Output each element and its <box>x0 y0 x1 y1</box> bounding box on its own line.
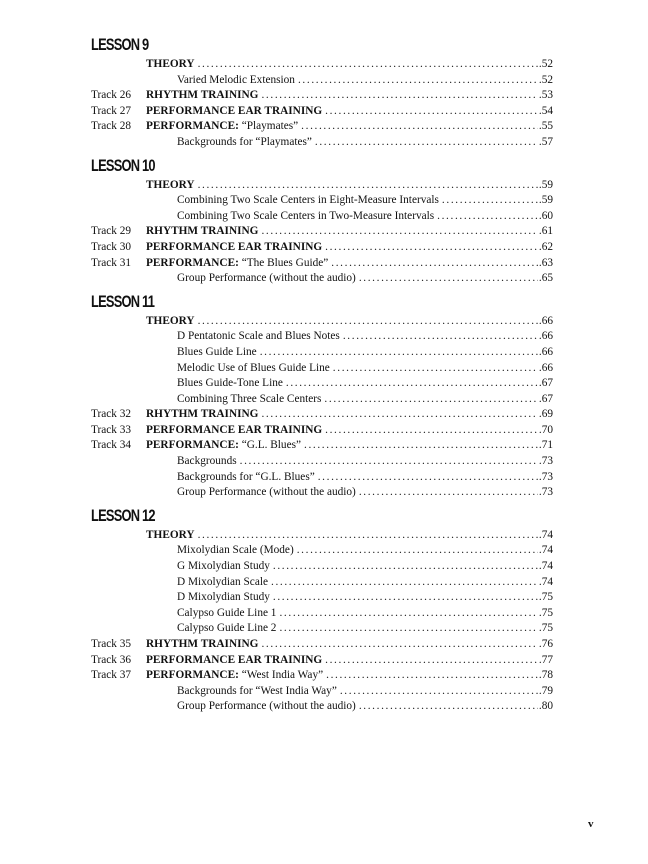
dot-leader <box>198 57 538 73</box>
lesson-heading: LESSON 10 <box>91 156 155 175</box>
toc-entry[interactable] <box>91 345 553 361</box>
toc-entry[interactable] <box>91 193 553 209</box>
entry-title-main: Mixolydian Scale (Mode) <box>177 544 294 557</box>
dot-leader <box>325 423 538 439</box>
entry-title <box>146 438 301 454</box>
entry-title <box>177 590 270 606</box>
dot-leader <box>318 470 538 486</box>
entry-title <box>177 135 312 151</box>
toc-entry[interactable] <box>91 606 553 622</box>
entry-title <box>146 256 328 272</box>
entry-title <box>177 543 294 559</box>
entry-title-main: THEORY <box>146 58 195 70</box>
toc-entry[interactable] <box>91 684 553 700</box>
entry-title <box>146 178 195 194</box>
entry-title-main: D Mixolydian Scale <box>177 575 268 588</box>
dot-leader <box>325 240 538 256</box>
toc-entry[interactable] <box>91 528 553 544</box>
toc-entry[interactable] <box>91 454 553 470</box>
page-ref: .55 <box>538 120 553 133</box>
entry-title-main: THEORY <box>146 178 195 191</box>
page-ref: .77 <box>538 653 553 666</box>
page-ref: .74 <box>538 528 553 541</box>
page-ref: .74 <box>538 560 553 573</box>
toc-entry[interactable] <box>91 178 553 194</box>
track-label: Track 28 <box>91 120 132 133</box>
entry-title-main: PERFORMANCE: <box>146 439 239 452</box>
entry-title-main: Backgrounds for “G.L. Blues” <box>177 470 315 483</box>
dot-leader <box>325 653 538 669</box>
dot-leader <box>340 684 538 700</box>
entry-title-quoted: “The Blues Guide” <box>238 256 329 269</box>
toc-entry[interactable] <box>91 329 553 345</box>
toc-entry[interactable] <box>91 637 553 653</box>
entry-title-main: PERFORMANCE EAR TRAINING <box>146 104 323 117</box>
entry-title-main: Combining Three Scale Centers <box>177 392 322 405</box>
page-ref: .59 <box>538 178 553 191</box>
track-label: Track 29 <box>91 225 132 238</box>
entry-title <box>177 345 257 361</box>
page-ref: .54 <box>538 104 553 117</box>
toc-entry[interactable] <box>91 485 553 501</box>
entry-title <box>177 485 356 501</box>
toc-entry[interactable] <box>91 135 553 151</box>
entry-title <box>177 470 315 486</box>
entry-title-quoted: “G.L. Blues” <box>238 439 301 452</box>
page-ref: .75 <box>538 591 553 604</box>
entry-title <box>177 73 295 89</box>
entry-title <box>146 637 258 653</box>
track-label: Track 30 <box>91 240 132 253</box>
page-ref: .57 <box>538 135 553 148</box>
track-label: Track 26 <box>91 89 132 102</box>
track-label: Track 35 <box>91 638 132 650</box>
dot-leader <box>261 407 537 423</box>
dot-leader <box>359 271 538 287</box>
entry-title <box>146 119 298 135</box>
entry-title <box>146 88 258 104</box>
page-ref: .69 <box>538 408 553 421</box>
toc-entry[interactable] <box>91 668 553 684</box>
entry-title <box>177 621 276 637</box>
entry-title <box>177 329 340 345</box>
page-ref: .62 <box>538 240 553 253</box>
entry-title <box>146 57 195 73</box>
entry-title-main: RHYTHM TRAINING <box>146 638 259 650</box>
dot-leader <box>325 104 538 120</box>
page-ref: .73 <box>538 455 553 468</box>
page-ref: .79 <box>538 684 553 697</box>
page-ref: .66 <box>538 314 553 327</box>
toc-entry[interactable] <box>91 88 553 104</box>
toc-entry[interactable] <box>91 392 553 408</box>
toc-entry[interactable] <box>91 699 553 715</box>
entry-title-main: Blues Guide Line <box>177 345 257 358</box>
entry-title-main: Melodic Use of Blues Guide Line <box>177 361 330 374</box>
entry-title <box>146 668 323 684</box>
page-ref: .52 <box>538 58 553 70</box>
page-ref: .59 <box>538 194 553 207</box>
page-ref: .67 <box>538 392 553 405</box>
entry-title-quoted: “Playmates” <box>238 120 299 133</box>
entry-title-main: Backgrounds for “West India Way” <box>177 684 337 697</box>
track-label: Track 32 <box>91 408 132 421</box>
entry-title <box>177 684 337 700</box>
toc-entry[interactable] <box>91 209 553 225</box>
dot-leader <box>260 345 538 361</box>
lesson-heading: LESSON 12 <box>91 506 155 525</box>
toc-entry[interactable] <box>91 57 553 73</box>
dot-leader <box>198 178 538 194</box>
toc-entry[interactable] <box>91 256 553 272</box>
entry-title-main: RHYTHM TRAINING <box>146 89 259 102</box>
toc-entry[interactable] <box>91 271 553 287</box>
entry-title-main: PERFORMANCE: <box>146 256 239 269</box>
track-label: Track 33 <box>91 423 132 436</box>
dot-leader <box>343 329 538 345</box>
dot-leader <box>442 193 538 209</box>
toc-entry[interactable] <box>91 423 553 439</box>
toc-entry[interactable] <box>91 361 553 377</box>
entry-title <box>146 240 322 256</box>
entry-title-main: THEORY <box>146 528 195 541</box>
entry-title-main: Blues Guide-Tone Line <box>177 377 283 390</box>
entry-title-main: Group Performance (without the audio) <box>177 272 356 285</box>
dot-leader <box>261 88 537 104</box>
page-ref: .66 <box>538 345 553 358</box>
dot-leader <box>297 543 538 559</box>
entry-title <box>177 454 237 470</box>
entry-title-main: Group Performance (without the audio) <box>177 700 356 713</box>
dot-leader <box>271 575 538 591</box>
dot-leader <box>261 637 537 653</box>
dot-leader <box>298 73 538 89</box>
track-label: Track 37 <box>91 669 132 682</box>
entry-title-main: THEORY <box>146 314 195 327</box>
toc-entry[interactable] <box>91 575 553 591</box>
entry-title-main: D Pentatonic Scale and Blues Notes <box>177 330 340 343</box>
entry-title <box>146 528 195 544</box>
dot-leader <box>279 621 537 637</box>
page-ref: .52 <box>538 73 553 86</box>
entry-title <box>146 224 258 240</box>
page-number: v <box>588 818 594 830</box>
dot-leader <box>273 559 538 575</box>
track-label: Track 31 <box>91 256 132 269</box>
entry-title <box>146 104 322 120</box>
entry-title <box>146 653 322 669</box>
entry-title-main: D Mixolydian Study <box>177 591 270 604</box>
dot-leader <box>279 606 537 622</box>
entry-title-main: Backgrounds <box>177 455 237 468</box>
entry-title-main: Combining Two Scale Centers in Eight-Measure Intervals <box>177 194 439 207</box>
page-ref: .53 <box>538 89 553 102</box>
lesson-heading: LESSON 11 <box>91 292 155 311</box>
entry-title-main: Calypso Guide Line 1 <box>177 606 277 619</box>
toc-entry[interactable] <box>91 119 553 135</box>
dot-leader <box>261 224 537 240</box>
toc-entry[interactable] <box>91 224 553 240</box>
page-ref: .63 <box>538 256 553 269</box>
page-ref: .66 <box>538 330 553 343</box>
dot-leader <box>286 376 538 392</box>
page-ref: .71 <box>538 439 553 452</box>
dot-leader <box>331 256 538 272</box>
dot-leader <box>324 392 537 408</box>
entry-title-main: G Mixolydian Study <box>177 560 270 573</box>
entry-title-main: Backgrounds for “Playmates” <box>177 135 312 148</box>
page-ref: .60 <box>538 209 553 222</box>
toc-entry[interactable] <box>91 543 553 559</box>
toc-entry[interactable] <box>91 470 553 486</box>
entry-title <box>177 361 330 377</box>
page-ref: .61 <box>538 225 553 238</box>
page-ref: .78 <box>538 669 553 682</box>
entry-title <box>177 392 321 408</box>
entry-title-quoted: “West India Way” <box>238 669 324 682</box>
dot-leader <box>359 699 538 715</box>
table-of-contents <box>91 34 553 715</box>
entry-title <box>177 575 268 591</box>
page-ref: .74 <box>538 575 553 588</box>
entry-title-main: RHYTHM TRAINING <box>146 408 259 421</box>
dot-leader <box>359 485 538 501</box>
toc-entry[interactable] <box>91 559 553 575</box>
dot-leader <box>273 590 538 606</box>
entry-title-main: PERFORMANCE: <box>146 669 239 682</box>
dot-leader <box>198 314 538 330</box>
dot-leader <box>301 119 538 135</box>
track-label: Track 36 <box>91 653 132 666</box>
entry-title <box>177 271 356 287</box>
entry-title-main: Group Performance (without the audio) <box>177 486 356 499</box>
toc-entry[interactable] <box>91 653 553 669</box>
dot-leader <box>437 209 538 225</box>
entry-title-main: Combining Two Scale Centers in Two-Measure Intervals <box>177 209 435 222</box>
dot-leader <box>198 528 538 544</box>
entry-title <box>177 699 356 715</box>
toc-entry[interactable] <box>91 621 553 637</box>
toc-entry[interactable] <box>91 104 553 120</box>
entry-title-main: PERFORMANCE EAR TRAINING <box>146 240 323 253</box>
page-ref: .67 <box>538 377 553 390</box>
entry-title <box>177 209 434 225</box>
dot-leader <box>304 438 538 454</box>
entry-title <box>146 423 322 439</box>
page-ref: .66 <box>538 361 553 374</box>
toc-entry[interactable] <box>91 240 553 256</box>
page-ref: .65 <box>538 272 553 285</box>
toc-entry[interactable] <box>91 73 553 89</box>
toc-entry[interactable] <box>91 407 553 423</box>
page-ref: .75 <box>538 606 553 619</box>
entry-title <box>177 606 276 622</box>
entry-title <box>177 559 270 575</box>
entry-title <box>177 193 439 209</box>
page-ref: .73 <box>538 470 553 483</box>
toc-entry[interactable] <box>91 590 553 606</box>
dot-leader <box>315 135 538 151</box>
page-ref: .75 <box>538 622 553 635</box>
page-ref: .70 <box>538 423 553 436</box>
entry-title <box>146 314 195 330</box>
page-ref: .80 <box>538 700 553 713</box>
toc-entry[interactable] <box>91 376 553 392</box>
track-label: Track 34 <box>91 439 132 452</box>
dot-leader <box>333 361 538 377</box>
entry-title <box>146 407 258 423</box>
dot-leader <box>326 668 538 684</box>
track-label: Track 27 <box>91 104 132 117</box>
entry-title-main: RHYTHM TRAINING <box>146 225 259 238</box>
page-ref: .74 <box>538 544 553 557</box>
entry-title-main: Calypso Guide Line 2 <box>177 622 277 635</box>
entry-title-main: PERFORMANCE EAR TRAINING <box>146 653 323 666</box>
page-ref: .76 <box>538 638 553 650</box>
entry-title-main: PERFORMANCE EAR TRAINING <box>146 423 323 436</box>
entry-title-main: PERFORMANCE: <box>146 120 239 133</box>
dot-leader <box>240 454 538 470</box>
toc-entry[interactable] <box>91 438 553 454</box>
toc-entry[interactable] <box>91 314 553 330</box>
lesson-heading: LESSON 9 <box>91 36 149 54</box>
page-ref: .73 <box>538 486 553 499</box>
entry-title <box>177 376 283 392</box>
entry-title-main: Varied Melodic Extension <box>177 73 295 86</box>
